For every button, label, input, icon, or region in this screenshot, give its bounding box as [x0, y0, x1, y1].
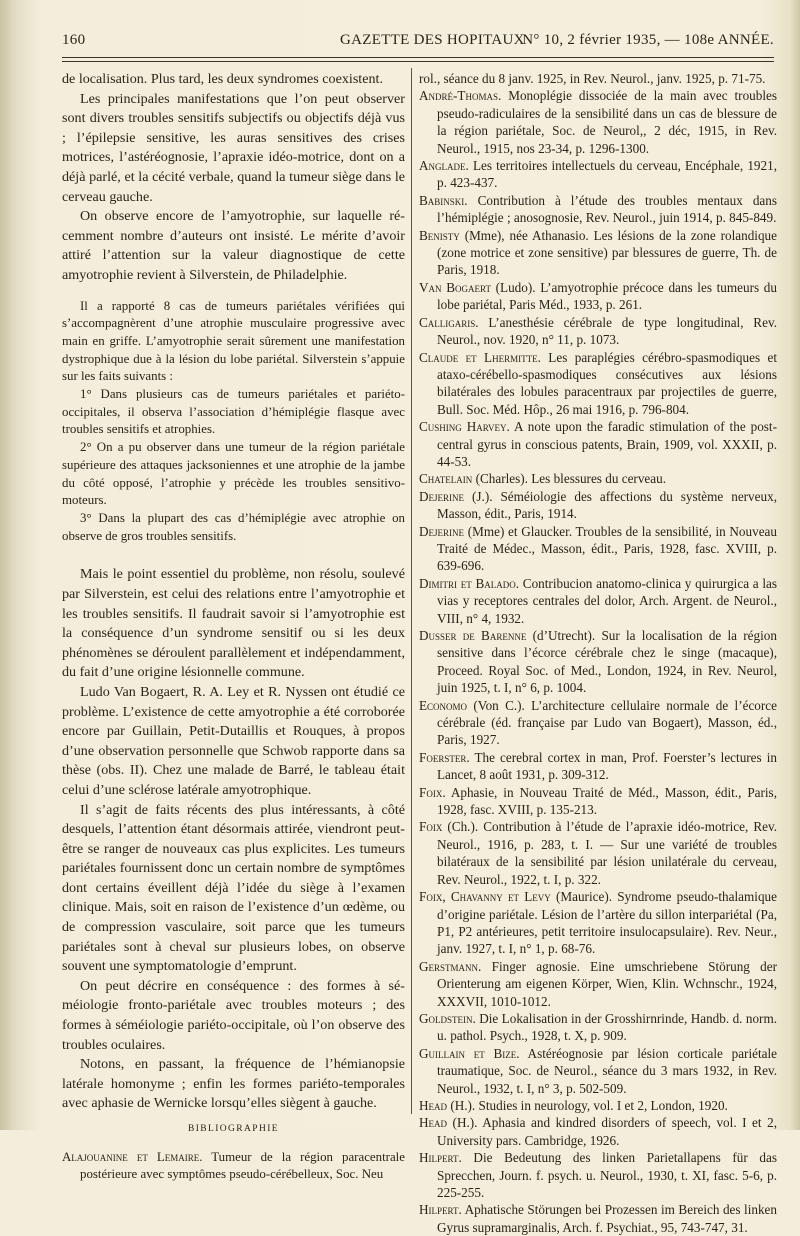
ref-text: Les territoires intellectuels du cerveau, Encéphale, 1921, p. 423-437.	[437, 158, 777, 191]
bibliography-entry	[419, 749, 777, 784]
bibliography-entry	[419, 1114, 777, 1149]
ref-text: (Ludo). L’amyotrophie précoce dans les tumeurs du lobe pariétal, Paris Méd., 1933, p. 261.	[437, 279, 777, 313]
bibliography-entry	[419, 1201, 777, 1236]
paragraph: Il a rapporté 8 cas de tumeurs pariétales vérifiées qui s’accompagnèrent d’une atrophie musculaire progressive avec main en griffe. L’amyotrophie serait sûrement une manifestation dystrophique due à la lésion du lobe pariétal. Silverstein s’appuie sur les faits suivants :	[62, 298, 405, 384]
ref-text: Tumeur de la région paracentrale postérieure avec symptômes pseudo-cérébelleux, Soc. Neu	[80, 1149, 405, 1182]
ref-author: Head	[419, 1097, 448, 1113]
ref-author: Dimitri et Balado.	[419, 575, 520, 591]
ref-text: Finger agnosie. Eine umschriebene Störung der Orienterung am eigenen Körper, Wien, Klin. Wchnschr., 1924, XXXVII, 1010-1012.	[437, 958, 777, 1009]
ref-author: Benisty	[419, 227, 460, 243]
ref-author: Foix	[419, 819, 443, 835]
paragraph: Mais le point essentiel du problème, non résolu, soulevé par Silverstein, est celui des relations entre l’amyotrophie et les troubles sensitifs. Il faudrait savoir si l’amyotrophie est la conséquence d’un syndrome sensitif ou si les deux phénomènes se déroulent parallèlement et indépendamment, du fait d’une origine lésionnelle commune.	[62, 566, 405, 681]
bibliography-entry	[419, 488, 777, 523]
ref-author: Chatelain	[419, 471, 473, 487]
ref-author: Alajouanine et Lemaire.	[62, 1149, 203, 1164]
paragraph: Ludo Van Bogaert, R. A. Ley et R. Nyssen ont étudié ce problème. L’existence de cette amyotrophie a été corroborée encore par Guillain, Petit-Dutaillis et Rouques, à propos d’une observation personnelle que Schwob rapporte dans sa thèse (obs. II). Chez une malade de Barré, le tableau était celui d’une sclérose latérale amyotrophique.	[62, 683, 405, 798]
ref-text: The cerebral cortex in man, Prof. Foerster’s lectures in Lancet, 8 août 1931, p. 309-312.	[437, 749, 777, 783]
ref-text: Die Bedeutung des linken Parietallapens für das Sprecchen, Journ. f. psych. u. Neurol., 1930, t. XI, fasc. 5-6, p. 225-255.	[437, 1150, 777, 1200]
bibliography-entry	[419, 157, 777, 192]
ref-text: (Maurice). Syndrome pseudo-thalamique d’origine pariétale. Lésion de l’artère du sillon interpariétal (Pa, P1, P2 antérieures, petit territoire insulocapsulaire). Rev. Neur., janv. 1927, t. I, n° 1, p. 68-76.	[437, 889, 777, 957]
ref-text: Contribucion anatomo-clinica y quirurgica a las vias y receptores centrales del dolor, Arch. Argent. de Neurol., VIII, n° 4, 1932.	[437, 575, 778, 626]
bibliography-entry	[419, 697, 777, 749]
page-number: 160	[62, 32, 86, 48]
ref-author: Babinski.	[419, 192, 468, 208]
ref-text: (H.). Studies in neurology, vol. I et 2, London, 1920.	[447, 1097, 728, 1113]
ref-text: (Mme), née Athanasio. Les lésions de la zone rolandique (zone motrice et zone sensitive) par blessures de guerre, Th. de Paris, 1918.	[437, 227, 777, 278]
ref-author: Dejerine	[419, 488, 465, 504]
ref-text: (Mme) et Glaucker. Troubles de la sensibilité, in Nouveau Traité de Médec., Masson, édit., Paris, 1928, fasc. XVIII, p. 639-696.	[437, 523, 777, 574]
ref-text: Aphatische Störungen bei Prozessen im Bereich des linken Gyrus supramarginalis, Arch. f. Psychiat., 95, 743-747, 31.	[437, 1202, 777, 1235]
ref-author: Cushing Harvey.	[419, 419, 510, 435]
ref-author: Gerstmann.	[419, 958, 482, 974]
spacer	[62, 545, 405, 565]
bibliography-entry	[62, 1149, 405, 1184]
ref-author: Dusser de Barenne	[419, 628, 527, 643]
bibliography-entry	[419, 523, 777, 575]
bibliography-entry	[419, 279, 777, 314]
paragraph: Les principales manifestations que l’on peut observer sont divers troubles sensitifs subjectifs ou objectifs déjà vus ; l’épilepsie sensitive, les auras sensitives des crises motrices, l’astéréognosie, l’apraxie idéo-motrice, dont on a déjà parlé, et la cécité verbale, quand la tumeur siège dans le cerveau gauche.	[62, 90, 405, 205]
bibliography-entry	[419, 1045, 777, 1097]
bibliography-entry	[419, 1010, 777, 1045]
ref-text: (J.). Séméiologie des affections du système nerveux, Masson, édit., Paris, 1914.	[437, 488, 777, 522]
ref-author: Economo	[419, 697, 468, 713]
paragraph: On observe encore de l’amyotrophie, sur laquelle récemment nombre d’auteurs ont insisté. Le mérite d’avoir attiré l’attention sur la valeur diagnostique de cette amyotrophie revient à Silverstein, de Philadelphie.	[62, 208, 405, 283]
paragraph: Notons, en passant, la fréquence de l’hémianopsie latérale homonyme ; enfin les formes pariéto-temporales avec aphasie de Wernicke lorsqu’elles siègent à gauche.	[62, 1056, 405, 1112]
ref-author: Hilpert.	[419, 1202, 462, 1218]
ref-author: André-Thomas.	[419, 88, 502, 104]
ref-author: Van Bogaert	[419, 279, 491, 295]
page-header	[62, 28, 774, 52]
bibliography-entry	[419, 784, 777, 819]
issue-info: N° 10, 2 février 1935, — 108e ANNÉE.	[522, 32, 774, 48]
ref-author: Head	[419, 1115, 448, 1131]
ref-text: (Von C.). L’architecture cellulaire normale de l’écorce cérébrale (éd. française par Ludo van Bogaert), Masson, éd., Paris, 1927.	[437, 697, 777, 748]
ref-author: Hilpert.	[419, 1150, 462, 1166]
bibliography-entry	[419, 349, 777, 419]
column-divider	[411, 68, 412, 1114]
bibliography-entry	[419, 70, 777, 87]
bibliography-entry	[419, 1097, 777, 1114]
bibliography-entry	[419, 470, 777, 487]
ref-text: (Ch.). Contribution à l’étude de l’apraxie idéo-motrice, Rev. Neurol., 1916, p. 283, t. I. — Sur une variété de troubles bilatéraux de la sensibilité par lésion unilatérale du cerveau, Rev. Neurol., 1922, t. I, p. 322.	[437, 819, 777, 887]
paragraph: 1° Dans plusieurs cas de tumeurs pariétales et pariéto-occipitales, il observa l’association d’hémiplégie flasque avec troubles sensitifs et atrophies.	[62, 387, 405, 437]
ref-text: Contribution à l’étude des troubles mentaux dans l’hémiplégie ; anosognosie, Rev. Neurol., juin 1914, p. 845-849.	[437, 192, 777, 226]
bibliography-entry	[419, 627, 777, 697]
ref-author: Claude et Lhermitte.	[419, 349, 541, 365]
bibliography-entry	[419, 818, 777, 888]
ref-author: Calligaris.	[419, 314, 479, 330]
bibliography-entry	[419, 192, 777, 227]
ref-text: Les paraplégies cérébro-spasmodiques et ataxo-cérébello-spasmodiques consécutives aux lésions bilatérales des lobules paracentraux par projectiles de guerre, Bull. Soc. Méd. Hôp., 26 mai 1916, p. 796-804.	[437, 349, 777, 417]
ref-author: Goldstein.	[419, 1010, 476, 1026]
ref-text: Aphasie, in Nouveau Traité de Méd., Masson, édit., Paris, 1928, fasc. XVIII, p. 135-213.	[437, 784, 777, 818]
ref-text: rol., séance du 8 janv. 1925, in Rev. Neurol., janv. 1925, p. 71-75.	[419, 71, 766, 86]
ref-text: Die Lokalisation in der Grosshirnrinde, Handb. d. norm. u. pathol. Psych., 1928, t. X, p. 909.	[437, 1010, 777, 1044]
header-rule-bottom	[62, 61, 774, 62]
ref-text: A note upon the faradic stimulation of the post-central gyrus in conscious patents, Brain, 1909, vol. XXXII, p. 44-53.	[437, 419, 777, 469]
bibliography-entry	[419, 314, 777, 349]
ref-text: (d’Utrecht). Sur la localisation de la région sensitive dans l’écorce cérébrale chez le singe (macaque), Proceed. Royal Soc. of Med., London, 1924, in Rev. Neurol, juin 1925, t. I, n° 6, p. 1004.	[437, 628, 777, 696]
bibliography-entry	[419, 575, 777, 627]
ref-author: Foerster.	[419, 749, 470, 765]
paragraph: Il s’agit de faits récents des plus intéressants, à côté desquels, l’attention étant désormais attirée, viendront peut-être se ranger de nouveaux cas plus explicites. Les tumeurs pariétales fournissent donc un certain nombre de symptômes dont certains éveillent déjà l’idée du siège à l’examen clinique. Mais, soit en raison de l’existence d’un œdème, ou de compression vasculaire, soit parce que les tumeurs pariétales sont à cheval sur plusieurs lobes, on observe souvent une symptomatologie d’emprunt.	[62, 801, 405, 975]
ref-text: (H.). Aphasia and kindred disorders of speech, vol. I et 2, University pars. Cambridge, 1926.	[437, 1115, 777, 1148]
ref-text: L’anesthésie cérébrale de type longitudinal, Rev. Neurol., nov. 1920, n° 11, p. 1073.	[437, 314, 777, 348]
left-column	[62, 70, 405, 1184]
ref-author: Dejerine	[419, 523, 465, 539]
paragraph: On peut décrire en conséquence : des formes à séméiologie fronto-pariétale avec troubles moteurs ; des formes à séméiologie pariéto-occipitale, où l’on observe des troubles oculaires.	[62, 977, 405, 1053]
paragraph: 2° On a pu observer dans une tumeur de la région pariétale supérieure des attaques jacksoniennes et une atrophie de la jambe du côté opposé, l’atrophie y précède les troubles sensitivo-moteurs.	[62, 440, 405, 508]
bibliography-entry	[419, 958, 777, 1010]
paragraph: de localisation. Plus tard, les deux syndromes coexistent.	[62, 71, 383, 87]
header-rule-top	[62, 57, 774, 58]
ref-text: (Charles). Les blessures du cerveau.	[472, 471, 667, 487]
paragraph: 3° Dans la plupart des cas d’hémiplégie avec atrophie on observe de gros troubles sensitifs.	[62, 510, 405, 543]
bibliography-entry	[419, 418, 777, 470]
right-column	[419, 70, 777, 1236]
ref-text: Monoplégie dissociée de la main avec troubles pseudo-radiculaires de la sensibilité dans un cas de blessure de la région pariétale, Soc. de Neurol,, 2 déc, 1915, in Rev. Neurol., 1915, nos 23-34, p. 1296-1300.	[437, 88, 777, 156]
journal-title: GAZETTE DES HOPITAUX	[340, 32, 525, 48]
ref-author: Foix, Chavanny et Levy	[419, 889, 551, 905]
bibliography-heading: BIBLIOGRAPHIE	[187, 1124, 280, 1134]
ref-author: Guillain et Bize.	[419, 1045, 520, 1061]
bibliography-entry	[419, 87, 777, 157]
bibliography-entry	[419, 1149, 777, 1201]
bibliography-entry	[419, 227, 777, 279]
ref-author: Foix.	[419, 784, 446, 800]
bibliography-entry	[419, 888, 777, 958]
ref-text: Astéréognosie par lésion corticale pariétale traumatique, Soc. de Neurol., séance du 3 mars 1932, in Rev. Neurol., 1932, t. I, n° 3, p. 502-509.	[437, 1045, 777, 1096]
ref-author: Anglade.	[419, 158, 469, 174]
spacer	[62, 286, 405, 298]
